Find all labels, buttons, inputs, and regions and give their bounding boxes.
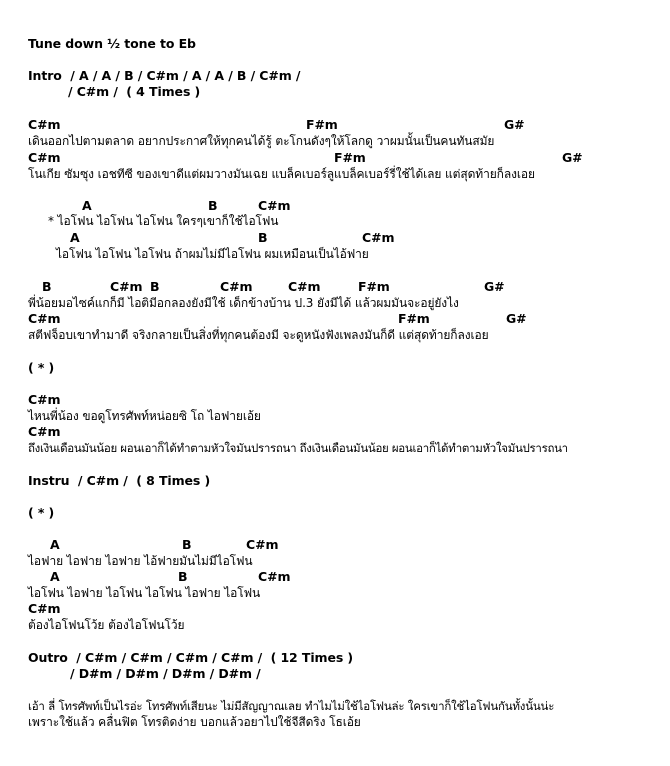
lyric-line: * ไอโฟน ไอโฟน ไอโฟน ใครๆเขาก็ใช้ไอโฟน	[48, 214, 279, 228]
chord: C#m	[246, 537, 279, 552]
lyric-line: ถึงเงินเดือนมันน้อย ผอนเอาก็ได้ทำตามหัวใจมันปรารถนา ถึงเงินเดือนมันน้อย ผอนเอาก็ได้ทำตามหัวใจมันปรารถนา	[28, 441, 568, 455]
chord: C#m	[362, 230, 395, 245]
chord: C#m	[258, 569, 291, 584]
tuning-note: Tune down ½ tone to Eb	[28, 36, 196, 51]
spoken-line: เอ้า ลี่ โทรศัพท์เป็นไรอ่ะ โทรศัพท์เสียนะ ไม่มีสัญญาณเลย ทำไมไม่ใช้ไอโฟนล่ะ ใครเขาก็ใช้ไอโฟนกันทั้งนั้นน่ะ	[28, 699, 555, 713]
spoken-line: เพราะใช้แล้ว คลื่นฟิต โทรติดง่าย บอกแล้วอยาไปใช้จีสีดริง โธเอ้ย	[28, 715, 361, 729]
lyric-line: สตีฟจ็อบเขาทำมาดี จริงกลายเป็นสิ่งที่ทุกคนต้องมี จะดูหนังฟังเพลงมันก็ดี แต่สุดท้ายก็ลงเอย	[28, 328, 489, 342]
chord: B	[182, 537, 192, 552]
chord: G#	[504, 117, 525, 132]
chord: C#m	[28, 424, 61, 439]
chord: B	[258, 230, 268, 245]
chord: C#m	[28, 150, 61, 165]
chord: F#m	[358, 279, 390, 294]
lyric-line: พี่น้อยมอไซค์แกก็มี ไอติมีอกลองยังมีใช้ เด็กข้างบ้าน ป.3 ยังมีได้ แล้วผมมันจะอยู่ยังไง	[28, 296, 459, 310]
lyric-line: เดินออกไปตามตลาด อยากประกาศให้ทุกคนได้รู้ ตะโกนดังๆให้โลกดู วาผมนั้นเป็นคนทันสมัย	[28, 134, 495, 148]
repeat-chorus-marker: ( * )	[28, 505, 55, 520]
chord: F#m	[398, 311, 430, 326]
chord: B	[150, 279, 160, 294]
chord: F#m	[334, 150, 366, 165]
lyric-line: ไอโฟน ไอฟาย ไอโฟน ไอโฟน ไอฟาย ไอโฟน	[28, 586, 261, 600]
chord: F#m	[306, 117, 338, 132]
chord: C#m	[28, 117, 61, 132]
chord: B	[208, 198, 218, 213]
lyric-line: โนเกีย ซัมซุง เอชทีซี ของเขาดีแต่ผมวางมันเฉย แบล็คเบอร์ลูแบล็คเบอร์รี่ใช้ได้เลย แต่สุดท้ายก็ลงเอย	[28, 167, 535, 181]
lyric-line: ไอฟาย ไอฟาย ไอฟาย ไอ้ฟายมันไม่มีไอโฟน	[28, 554, 253, 568]
intro-line-2: / C#m / ( 4 Times )	[68, 84, 201, 99]
chord: G#	[484, 279, 505, 294]
lyric-line: ไอโฟน ไอโฟน ไอโฟน ถ้าผมไม่มีไอโฟน ผมเหมือนเป็นไอ้ฟาย	[56, 247, 369, 261]
chord: B	[42, 279, 52, 294]
chord: C#m	[288, 279, 321, 294]
outro-line-1: Outro / C#m / C#m / C#m / C#m / ( 12 Times )	[28, 650, 354, 665]
lyric-line: ไหนพี่น้อง ขอดูโทรศัพท์หน่อยซิ โถ ไอฟายเอ้ย	[28, 409, 261, 423]
chord: A	[50, 537, 60, 552]
intro-line-1: Intro / A / A / B / C#m / A / A / B / C#m /	[28, 68, 301, 83]
chord: C#m	[110, 279, 143, 294]
chord: C#m	[258, 198, 291, 213]
chord: A	[50, 569, 60, 584]
chord: C#m	[28, 392, 61, 407]
chord: A	[82, 198, 92, 213]
chord: C#m	[28, 601, 61, 616]
instrumental-line: Instru / C#m / ( 8 Times )	[28, 473, 211, 488]
chord: C#m	[220, 279, 253, 294]
repeat-chorus-marker: ( * )	[28, 360, 55, 375]
chord: B	[178, 569, 188, 584]
outro-line-2: / D#m / D#m / D#m / D#m /	[70, 666, 261, 681]
chord: C#m	[28, 311, 61, 326]
chord: A	[70, 230, 80, 245]
chord: G#	[506, 311, 527, 326]
lyric-line: ต้องไอโฟนโว้ย ต้องไอโฟนโว้ย	[28, 618, 185, 632]
chord: G#	[562, 150, 583, 165]
